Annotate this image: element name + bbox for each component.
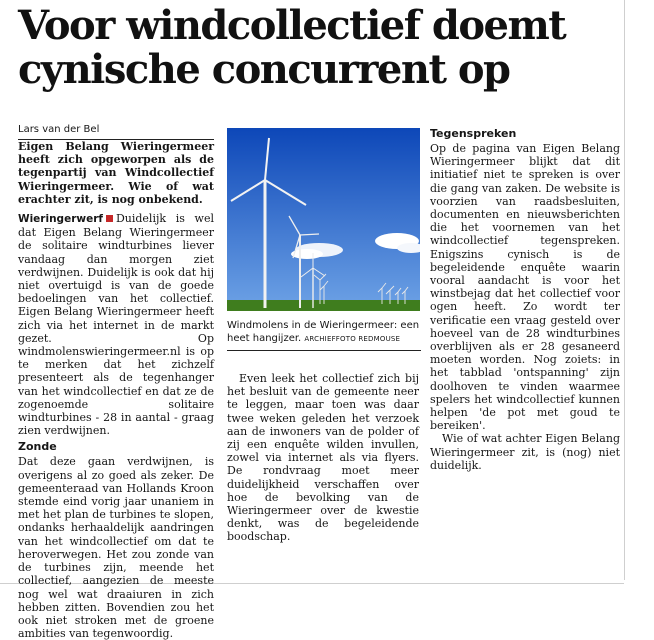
body-paragraph-1 [18,212,214,437]
paragraph-2-text: Dat deze gaan verdwijnen, is overigens al zo goed als zeker. De gemeenteraad van Hollands Kroon stemde eind vorig jaar unaniem in met het plan de turbines te slopen, ondanks herhaaldelijk aandringen van het windcollectief om dat te heroverwegen. Het zou zonde van de turbines zijn, meende het collectief, aangezien de meeste nog wel wat draaiuren in zich hebben zitten. Bovendien zou het ook niet stroken met de groene ambities van tegenwoordig. [18,455,214,640]
lead-paragraph: Eigen Belang Wieringermeer heeft zich opgeworpen als de tegenpartij van Windcollectief Wieringermeer. Wie of wat erachter zit, is nog onbekend. [18,140,214,206]
windmill-photo [227,128,420,311]
photo-credit: ARCHIEFFOTO REDMOUSE [304,334,401,343]
subhead-zonde: Zonde [18,440,57,454]
body-paragraph-3: Even leek het collectief zich bij het besluit van de gemeente neer te leggen, maar toen was daar twee weken geleden het verzoek aan de inwoners van de polder of zij een enquête wilden invullen, zowel via internet als via flyers. De rondvraag moet meer duidelijkheid verschaffen over hoe de bevolking van de Wieringermeer over de kwestie denkt, was de begeleidende boodschap. [227,372,419,544]
field [227,300,420,311]
author-byline: Lars van der Bel [18,124,214,140]
headline: Voor windcollectief doemt cynische concurrent op [18,2,566,93]
paragraph-1-text: Duidelijk is wel dat Eigen Belang Wieringermeer de solitaire windturbines liever vandaag dan morgen ziet verdwijnen. Duidelijk is ook dat hij niet overtuigd is van de goede bedoelingen van het collectief. Eigen Belang Wieringermeer heeft zich via het internet in de markt gezet. Op windmolenswieringermeer.nl is op te merken dat het zichzelf presenteert als de tegenhanger van het windcollectief en dat ze de zogenoemde solitaire windturbines - 28 in aantal - graag zien verdwijnen. [18,212,214,438]
caption-text: Windmolens in de Wieringermeer: een heet hangijzer. [227,320,420,344]
column-1 [18,124,214,640]
dateline: Wieringerwerf [18,213,103,226]
photo-caption [227,320,421,351]
sky [227,128,420,311]
body-paragraph-5: Wie of wat achter Eigen Belang Wieringermeer zit, is (nog) niet duidelijk. [430,432,620,472]
subhead-tegenspreken: Tegenspreken [430,127,517,140]
body-paragraph-2-start [18,455,214,640]
red-square-marker [106,215,113,222]
windmill-photo-image [227,128,420,311]
column-3 [430,124,620,472]
body-paragraph-4: Op de pagina van Eigen Belang Wieringermeer blijkt dat dit initiatief niet te spreken is over die gang van zaken. De website is voorzien van raadsbesluiten, documenten en nieuwsberichten die het voornemen van het windcollectief tegenspreken. Enigszins cynisch is de begeleidende enquête waarin vooral aandacht is voor het winstbejag dat het collectief voor ogen heeft. Zo wordt ter verificatie een vraag gesteld over hoeveel van de 28 windturbines overblijven als er 28 gesaneerd moeten worden. Nog zoiets: in het tabblad 'ontspanning' zijn doolhoven te vinden waarmee spelers het windcollectief kunnen helpen 'de pot met goud te bereiken'. [430,142,620,433]
column-2 [227,372,419,544]
right-column-rule [624,0,625,580]
